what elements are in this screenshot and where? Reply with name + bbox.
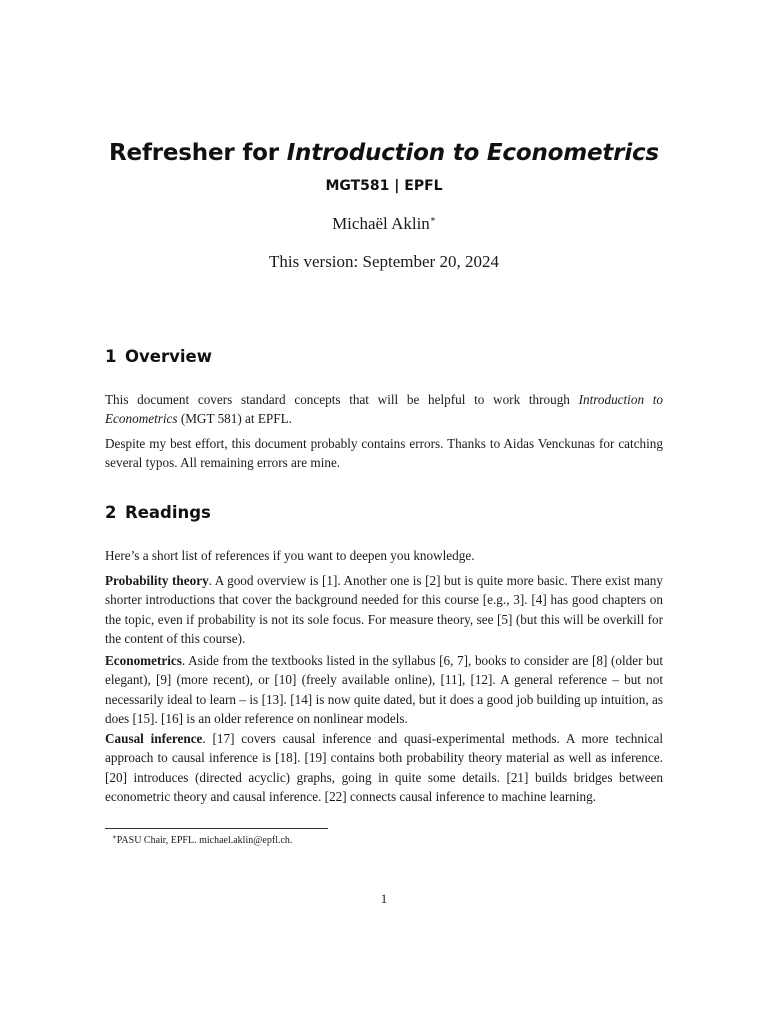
section-title: Overview [125, 347, 212, 366]
readings-causal-paragraph [105, 729, 663, 807]
title-plain: Refresher for [109, 140, 279, 166]
author-name: Michaël Aklin [332, 214, 430, 233]
overview-course-title: Introduction to Econometrics [105, 392, 663, 427]
section-title: Readings [125, 503, 211, 522]
overview-errors-text: Despite my best effort, this document probably contains errors. Thanks to Aidas Venckunas for catching several typos. All remaining errors are mine. [105, 436, 663, 471]
section-number: 2 [105, 503, 117, 522]
author-line [0, 214, 768, 234]
overview-paragraph-2 [105, 434, 663, 473]
section-number: 1 [105, 347, 117, 366]
readings-intro-text: Here’s a short list of references if you want to deepen you knowledge. [105, 548, 475, 563]
section-heading-overview [105, 347, 212, 366]
title-italic: Introduction to Econometrics [286, 140, 659, 166]
footnote-rule [105, 828, 328, 829]
section-heading-readings [105, 503, 211, 522]
probability-lead: Probability theory [105, 573, 209, 588]
overview-text-after: (MGT 581) at EPFL. [177, 411, 292, 427]
footnote-text: PASU Chair, EPFL. michael.aklin@epfl.ch. [116, 835, 293, 846]
course-subtitle: MGT581 | EPFL [325, 178, 443, 194]
probability-text: . A good overview is [1]. Another one is [2] but is quite more basic. There exist many shorter introductions that cover the background needed for this course [e.g., 3]. [4] has good chapters on the topic, even if probability is not its sole focus. For measure theory, see [5] (but this will be overkill for the content of this course). [105, 573, 663, 647]
causal-lead: Causal inference [105, 731, 203, 746]
author-footnote-mark[interactable]: ∗ [429, 214, 436, 224]
readings-intro [105, 546, 663, 565]
econometrics-lead: Econometrics [105, 653, 182, 668]
footnote-mark: ∗ [112, 833, 117, 841]
overview-text-before: This document covers standard concepts that will be helpful to work through [105, 392, 579, 407]
page-number: 1 [380, 891, 388, 906]
overview-paragraph-1 [105, 390, 663, 429]
readings-econometrics-paragraph [105, 651, 663, 729]
version-date: This version: September 20, 2024 [269, 252, 499, 271]
document-title [0, 140, 768, 166]
causal-text: . [17] covers causal inference and quasi-experimental methods. A more technical approach to causal inference is [18]. [19] contains both probability theory material as well as inference. [20] introduces (directed acyclic) graphs, going in quite some details. [21] builds bridges between econometric theory and causal inference. [22] connects causal inference to machine learning. [105, 731, 664, 805]
readings-probability-paragraph [105, 571, 663, 649]
econometrics-text: . Aside from the textbooks listed in the syllabus [6, 7], books to consider are [8] (older but elegant), [9] (more recent), or [10] (freely available online), [11], [12]. A general reference – but not necessarily ideal to learn – is [13]. [14] is now quite dated, but it does a good job building up intuition, as does [15]. [16] is an older reference on nonlinear models. [105, 653, 663, 727]
footnote [112, 833, 292, 846]
